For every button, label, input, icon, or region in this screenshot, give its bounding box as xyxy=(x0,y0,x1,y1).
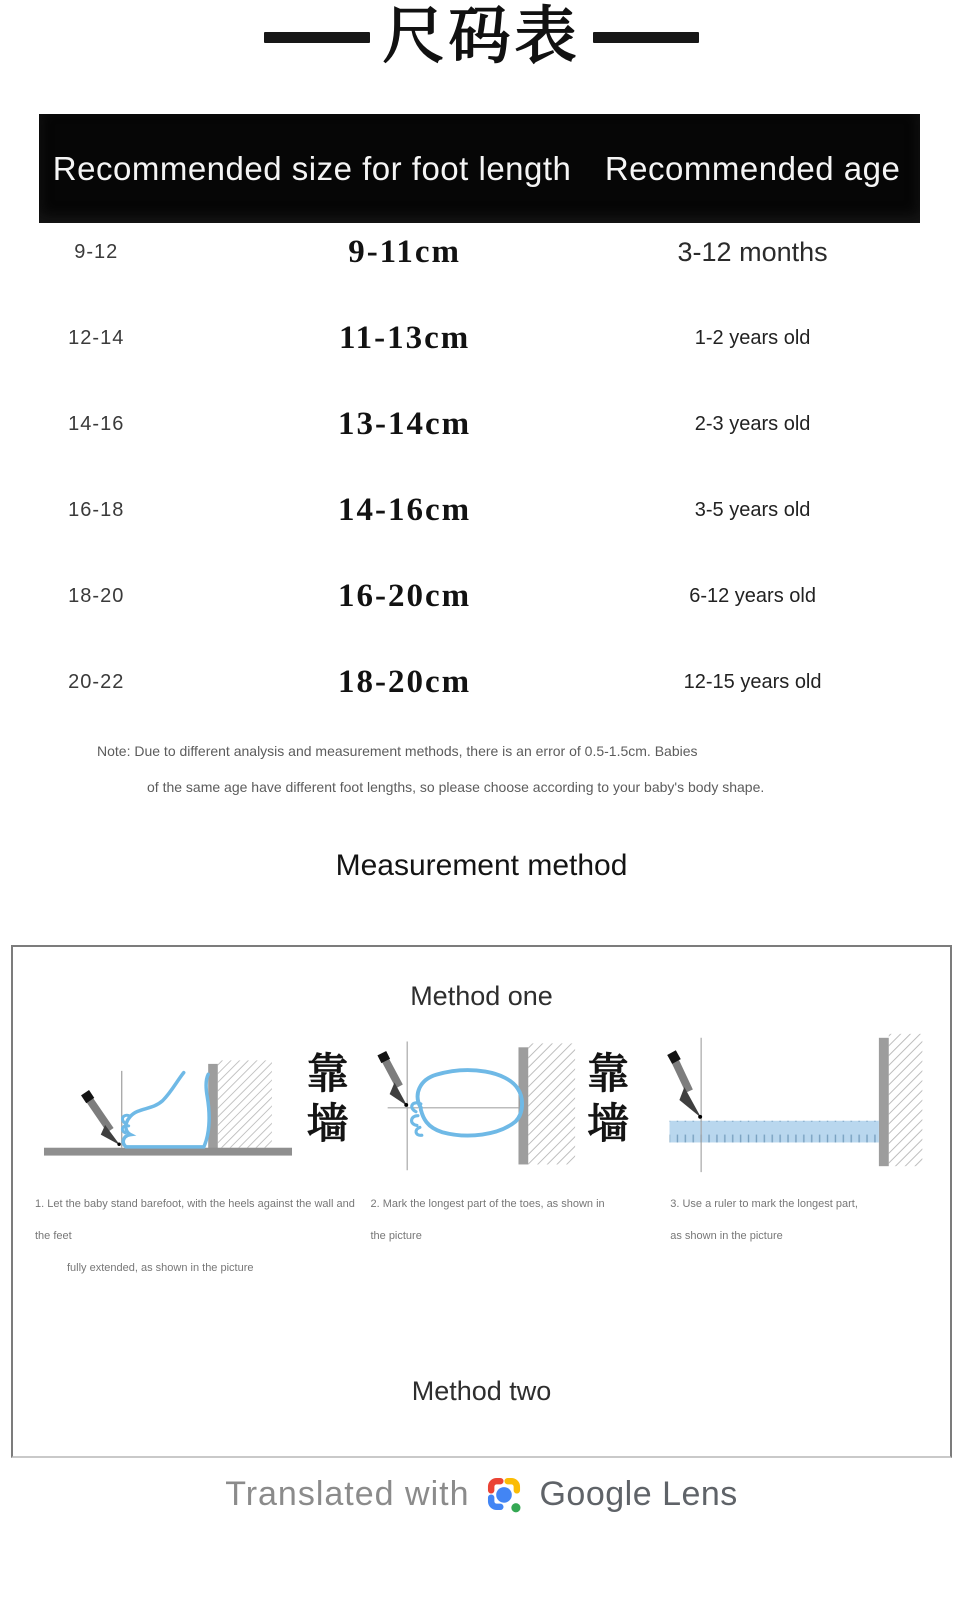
size-note xyxy=(0,733,963,805)
size-table-header xyxy=(39,114,920,223)
foot-side-illustration xyxy=(27,1022,354,1180)
age-cell: 1-2 years old xyxy=(694,326,811,349)
foot-top-illustration xyxy=(354,1022,645,1180)
table-row xyxy=(0,639,963,725)
age-cell: 2-3 years old xyxy=(694,412,811,435)
table-row xyxy=(0,381,963,467)
size-cell: 18-20 xyxy=(68,584,125,607)
age-cell: 6-12 years old xyxy=(689,584,816,607)
ruler-illustration xyxy=(645,1022,936,1180)
wall-label: 靠墙 xyxy=(300,1051,347,1151)
google-lens-footer xyxy=(0,1472,963,1516)
measurement-method-box xyxy=(11,945,952,1458)
method-one-illustrations xyxy=(13,1022,950,1180)
foot-length-cell: 14-16cm xyxy=(338,491,472,528)
google-lens-icon xyxy=(482,1472,526,1516)
age-cell: 3-12 months xyxy=(677,236,828,267)
foot-length-cell: 18-20cm xyxy=(338,663,472,700)
method-one-captions xyxy=(13,1188,950,1284)
table-row xyxy=(0,553,963,639)
table-row xyxy=(0,295,963,381)
foot-length-cell: 9-11cm xyxy=(348,233,461,270)
size-cell: 16-18 xyxy=(68,498,125,521)
step3-line1: 3. Use a ruler to mark the longest part, xyxy=(670,1198,858,1210)
step-caption xyxy=(370,1188,656,1284)
foot-length-cell: 13-14cm xyxy=(338,405,472,442)
step2-line1: 2. Mark the longest part of the toes, as shown in xyxy=(370,1198,605,1210)
foot-top-drawing xyxy=(374,1026,579,1176)
table-row xyxy=(0,209,963,295)
size-cell: 9-12 xyxy=(74,240,119,263)
table-row xyxy=(0,467,963,553)
age-cell: 3-5 years old xyxy=(694,498,811,521)
header-foot-length: Recommended size for foot length xyxy=(52,149,572,187)
title-dash-right xyxy=(593,32,699,43)
size-cell: 14-16 xyxy=(68,412,125,435)
size-cell: 20-22 xyxy=(68,670,125,693)
size-note-line2: of the same age have different foot lengths, so please choose according to your baby's body shape. xyxy=(147,779,765,795)
step-caption xyxy=(35,1188,356,1284)
step-caption xyxy=(670,1188,956,1284)
age-cell: 12-15 years old xyxy=(683,670,822,693)
foot-length-cell: 11-13cm xyxy=(338,319,471,356)
page-title: 尺码表 xyxy=(382,3,581,71)
method-two-title: Method two xyxy=(411,1376,552,1406)
size-note-line1: Note: Due to different analysis and measurement methods, there is an error of 0.5-1.5cm. Babies xyxy=(97,743,698,759)
title-dash-left xyxy=(264,32,370,43)
step2-line2: the picture xyxy=(370,1230,422,1242)
header-age: Recommended age xyxy=(604,149,901,187)
foot-length-cell: 16-20cm xyxy=(338,577,472,614)
method-one-title: Method one xyxy=(410,981,553,1011)
size-table-body xyxy=(0,209,963,725)
step1-line2: fully extended, as shown in the picture xyxy=(67,1262,254,1274)
wall-label: 靠墙 xyxy=(581,1051,628,1151)
foot-side-drawing xyxy=(37,1026,299,1176)
size-cell: 12-14 xyxy=(68,326,125,349)
ruler-drawing xyxy=(657,1022,925,1180)
step1-line1: 1. Let the baby stand barefoot, with the heels against the wall and the feet xyxy=(35,1198,355,1242)
step3-line2: as shown in the picture xyxy=(670,1230,783,1242)
page-title-row xyxy=(0,0,963,71)
google-lens-label: Google Lens xyxy=(539,1474,738,1513)
translated-with-label: Translated with xyxy=(225,1474,470,1513)
measurement-heading: Measurement method xyxy=(335,849,628,882)
